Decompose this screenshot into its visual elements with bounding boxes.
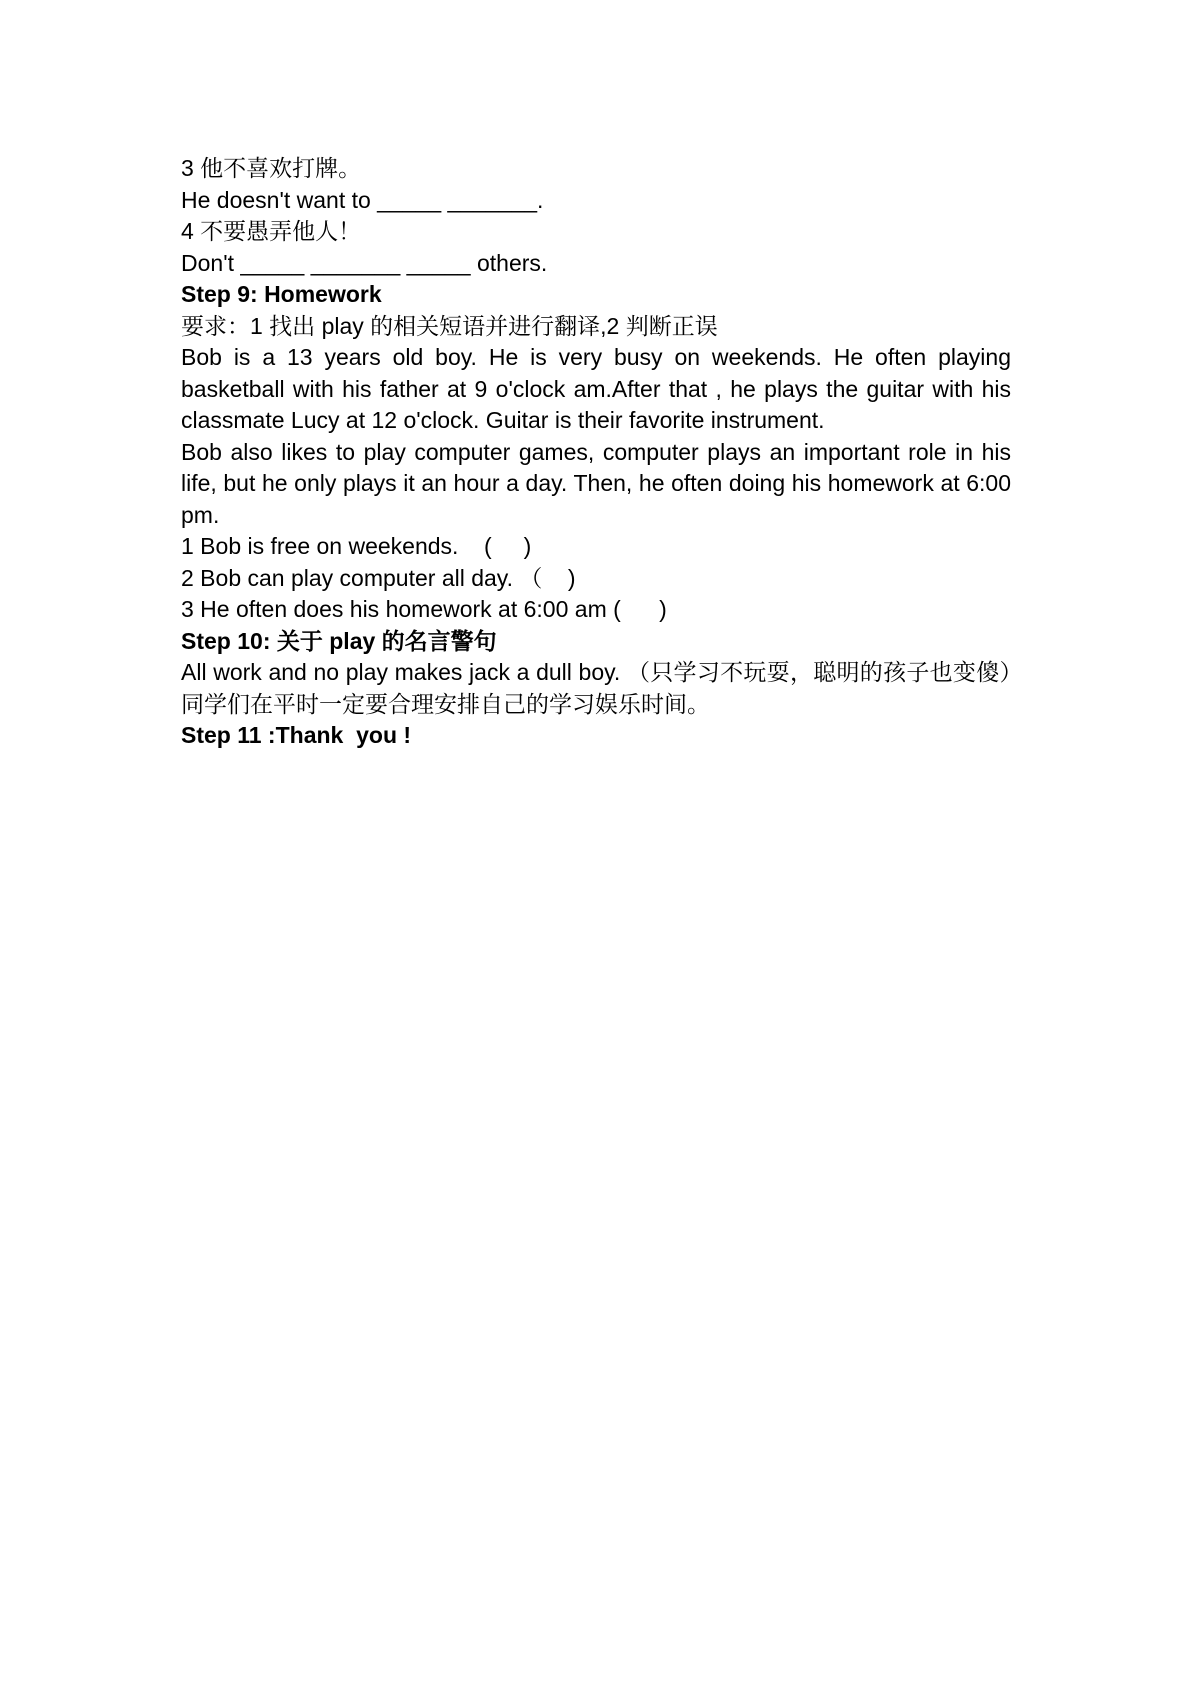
step9-requirement: 要求：1 找出 play 的相关短语并进行翻译,2 判断正误 (181, 312, 718, 339)
exercise-4-chinese: 4 不要愚弄他人！ (181, 218, 362, 244)
exercise-3-english: He doesn't want to _____ _______. (181, 186, 544, 213)
step10-paragraph-text: All work and no play makes jack a dull boy. （只学习不玩耍，聪明的孩子也变傻）同学们在平时一定要合理安排自己的学习娱乐时间。 (181, 659, 1011, 717)
question-3: 3 He often does his homework at 6:00 am ( ) (181, 596, 667, 622)
step10-heading: Step 10: 关于 play 的名言警句 (181, 627, 497, 654)
document-page (181, 153, 1011, 752)
step9-paragraph-1 (181, 342, 1011, 437)
question-2: 2 Bob can play computer all day. （ ) (181, 564, 576, 591)
step9-heading: Step 9: Homework (181, 281, 382, 307)
question-1: 1 Bob is free on weekends. ( ) (181, 533, 532, 559)
exercise-4-english: Don't _____ _______ _____ others. (181, 249, 548, 276)
step11-heading: Step 11 :Thank you ! (181, 722, 412, 748)
step9-paragraph-1-text: Bob is a 13 years old boy. He is very busy on weekends. He often playing basketball with his father at 9 o'clock am.After that , he plays the guitar with his classmate Lucy at 12 o'clock. Guitar is their favorite instrument. (181, 344, 1011, 433)
step9-paragraph-2-text: Bob also likes to play computer games, computer plays an important role in his life, but he only plays it an hour a day. Then, he often doing his homework at 6:00 pm. (181, 438, 1011, 528)
step10-paragraph (181, 657, 1011, 720)
exercise-3-chinese: 3 他不喜欢打牌。 (181, 155, 362, 181)
step9-paragraph-2 (181, 437, 1011, 532)
